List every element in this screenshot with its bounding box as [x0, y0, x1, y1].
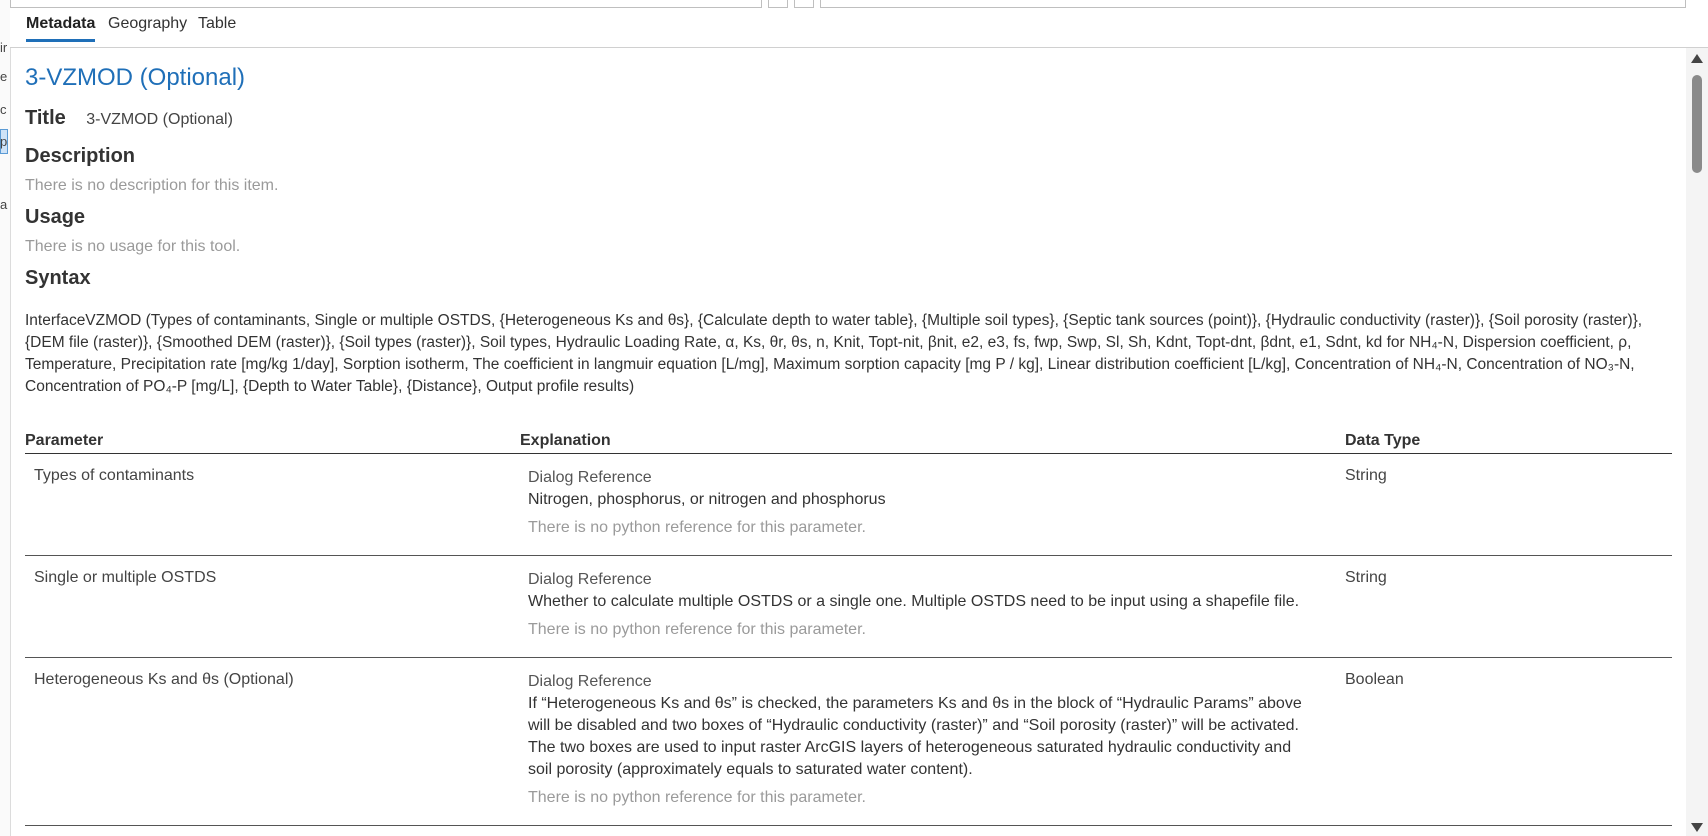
usage-heading: Usage — [25, 206, 86, 228]
explanation-text: Nitrogen, phosphorus, or nitrogen and phosphorus — [528, 491, 886, 508]
python-reference-text: There is no python reference for this parameter. — [528, 621, 866, 638]
table-row — [25, 454, 1672, 556]
toolbar-button[interactable] — [768, 0, 788, 8]
parameter-explanation — [528, 467, 1318, 539]
header-parameter: Parameter — [25, 432, 104, 449]
left-fragment: e — [0, 69, 8, 84]
scrollbar-thumb[interactable] — [1692, 75, 1702, 173]
header-data-type: Data Type — [1345, 432, 1421, 449]
left-fragment: ir — [0, 40, 8, 55]
parameter-explanation — [528, 569, 1318, 641]
title-label: Title — [25, 107, 66, 129]
view-tabs — [10, 8, 1708, 48]
dialog-reference-label: Dialog Reference — [528, 673, 652, 690]
parameter-table — [25, 426, 1672, 826]
parameter-name: Types of contaminants — [34, 467, 195, 484]
parameter-name: Single or multiple OSTDS — [34, 569, 217, 586]
description-text: There is no description for this item. — [25, 177, 279, 194]
usage-text: There is no usage for this tool. — [25, 238, 241, 255]
left-fragment: a — [0, 197, 8, 212]
metadata-content — [10, 48, 1686, 836]
syntax-heading: Syntax — [25, 267, 91, 289]
left-fragment: p — [0, 134, 8, 149]
table-row — [25, 658, 1672, 826]
syntax-text: InterfaceVZMOD (Types of contaminants, Single or multiple OSTDS, {Heterogeneous Ks and θs}, {Calculate depth to water table}, {Multiple soil types}, {Septic tank sources (point)}, {Hydraulic conductivity (raster)}, {Soil porosity (raster)}, {DEM file (raster)}, {Smoothed DEM (raster)}, {Soil types (raster)}, Soil types, Hydraulic Loading Rate, α, Ks, θr, θs, n, Knit, Topt-nit, βnit, e2, e3, fs, fwp, Swp, Sl, Sh, Kdnt, Topt-dnt, βdnt, e1, Sdnt, kd for NH₄-N, Dispersion coefficient, ρ, Temperature, Precipitation rate [mg/kg 1/day], Sorption isotherm, The coefficient in langmuir equation [L/mg], Maximum sorption capacity [mg P / kg], Linear distribution coefficient [L/kg], Concentration of NH₄-N, Concentration of NO₃-N, Concentration of PO₄-P [mg/L], {Depth to Water Table}, {Distance}, Output profile results) — [25, 312, 1643, 395]
dialog-reference-label: Dialog Reference — [528, 469, 652, 486]
explanation-text: Whether to calculate multiple OSTDS or a single one. Multiple OSTDS need to be input using a shapefile file. — [528, 593, 1300, 610]
vertical-scrollbar[interactable] — [1686, 48, 1708, 836]
description-heading: Description — [25, 145, 136, 167]
parameter-explanation — [528, 671, 1318, 809]
title-value: 3-VZMOD (Optional) — [86, 111, 233, 128]
toolbar-button[interactable] — [794, 0, 814, 8]
python-reference-text: There is no python reference for this parameter. — [528, 789, 866, 806]
tab-table[interactable]: Table — [198, 15, 237, 32]
title-row — [25, 107, 233, 130]
parameter-data-type: String — [1345, 569, 1387, 586]
table-row — [25, 556, 1672, 658]
item-title: 3-VZMOD (Optional) — [25, 64, 246, 91]
top-toolbar-edge — [10, 0, 1708, 8]
header-explanation: Explanation — [520, 432, 611, 449]
path-box[interactable] — [10, 0, 762, 8]
parameter-data-type: String — [1345, 467, 1387, 484]
tab-metadata[interactable]: Metadata — [26, 15, 95, 42]
explanation-text: If “Heterogeneous Ks and θs” is checked, the parameters Ks and θs in the block of “Hydraulic Params” above will be disabled and two boxes of “Hydraulic conductivity (raster)” and “Soil porosity (raster)” will be activated. The two boxes are used to input raster ArcGIS layers of heterogeneous saturated hydraulic conductivity and soil porosity (approximately equals to saturated water content). — [528, 695, 1302, 778]
left-fragment: c — [0, 102, 7, 117]
scroll-down-arrow-icon[interactable] — [1691, 823, 1703, 832]
scroll-up-arrow-icon[interactable] — [1691, 54, 1703, 63]
dialog-reference-label: Dialog Reference — [528, 571, 652, 588]
tab-geography[interactable]: Geography — [108, 15, 188, 32]
parameter-name: Heterogeneous Ks and θs (Optional) — [34, 671, 294, 688]
table-header — [25, 426, 1672, 454]
parameter-data-type: Boolean — [1345, 671, 1404, 688]
search-box[interactable] — [820, 0, 1686, 8]
python-reference-text: There is no python reference for this parameter. — [528, 519, 866, 536]
